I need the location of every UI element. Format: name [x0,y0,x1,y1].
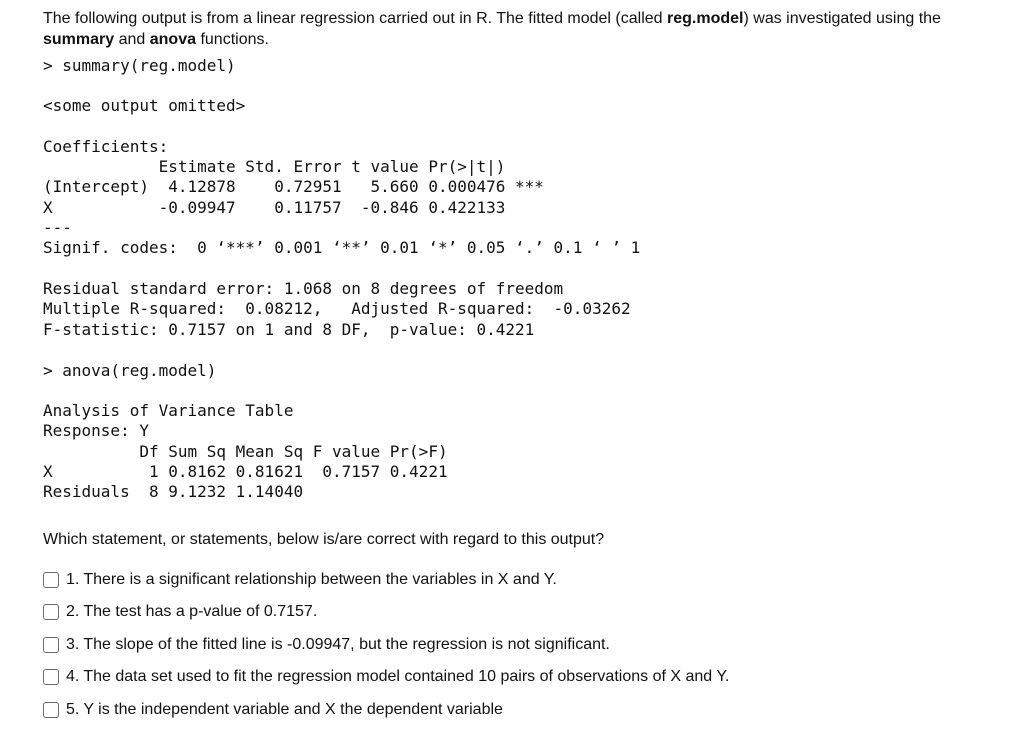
model-name: reg.model [667,10,744,27]
summary-output-line: Estimate Std. Error t value Pr(>|t|) [43,157,506,177]
summary-output-line: Residual standard error: 1.068 on 8 degrees of freedom [43,278,564,298]
anova-output-line: Residuals 8 9.1232 1.14040 [43,482,304,502]
option-text: Y is the independent variable and X the dependent variable [83,700,503,718]
option-text: The test has a p-value of 0.7157. [83,603,318,621]
option-text: The data set used to fit the regression model contained 10 pairs of observations of X and Y. [83,668,730,686]
answer-option-4[interactable] [43,661,1013,694]
intro-text: and [114,31,150,48]
intro-text: ) was investigated using the [743,10,941,27]
summary-output-line [43,259,1013,279]
anova-function-name: anova [149,31,196,48]
intro-paragraph [43,8,1013,50]
summary-function-name: summary [43,31,115,48]
answer-checkbox[interactable] [43,572,59,588]
answer-checkbox[interactable] [43,637,59,653]
answer-option-1[interactable] [43,564,1013,597]
summary-output-line: Signif. codes: 0 ‘***’ 0.001 ‘**’ 0.01 ‘*’ 0.05 ‘.’ 0.1 ‘ ’ 1 [43,238,641,258]
anova-output-line [43,381,1013,401]
answer-checkbox[interactable] [43,669,59,685]
summary-command: > summary(reg.model) [43,56,236,75]
option-text: The slope of the fitted line is -0.09947, but the regression is not significant. [83,635,610,653]
anova-output [43,381,1013,503]
summary-output [43,76,1013,340]
summary-output-line: (Intercept) 4.12878 0.72951 5.660 0.000476 *** [43,177,544,197]
summary-output-line: X -0.09947 0.11757 -0.846 0.422133 [43,197,506,217]
anova-output-line: Analysis of Variance Table [43,401,294,421]
question-container [43,8,1013,726]
summary-output-line: Multiple R-squared: 0.08212, Adjusted R-squared: -0.03262 [43,299,631,319]
summary-output-line [43,76,1013,96]
anova-output-line: Response: Y [43,421,149,441]
question-text: Which statement, or statements, below is/are correct with regard to this output? [43,530,605,548]
anova-output-line: Df Sum Sq Mean Sq F value Pr(>F) [43,441,448,461]
answer-option-5[interactable] [43,694,1013,727]
anova-output-line: X 1 0.8162 0.81621 0.7157 0.4221 [43,462,448,482]
option-number: 3. [66,635,80,653]
anova-command: > anova(reg.model) [43,360,217,380]
summary-output-line: Coefficients: [43,136,169,156]
answer-checkbox[interactable] [43,702,59,718]
answer-options [43,564,1013,727]
intro-text: functions. [196,31,269,48]
option-number: 2. [66,603,80,621]
summary-output-line [43,117,1013,137]
option-number: 5. [66,700,80,718]
option-text: There is a significant relationship between the variables in X and Y. [83,570,557,588]
summary-output-line: F-statistic: 0.7157 on 1 and 8 DF, p-value: 0.4221 [43,319,535,339]
option-number: 4. [66,668,80,686]
intro-text: The following output is from a linear regression carried out in R. The fitted model (called [43,10,668,27]
answer-option-3[interactable] [43,629,1013,662]
summary-output-line: <some output omitted> [43,96,246,116]
answer-option-2[interactable] [43,596,1013,629]
option-number: 1. [66,570,80,588]
summary-output-line: --- [43,218,72,238]
answer-checkbox[interactable] [43,604,59,620]
